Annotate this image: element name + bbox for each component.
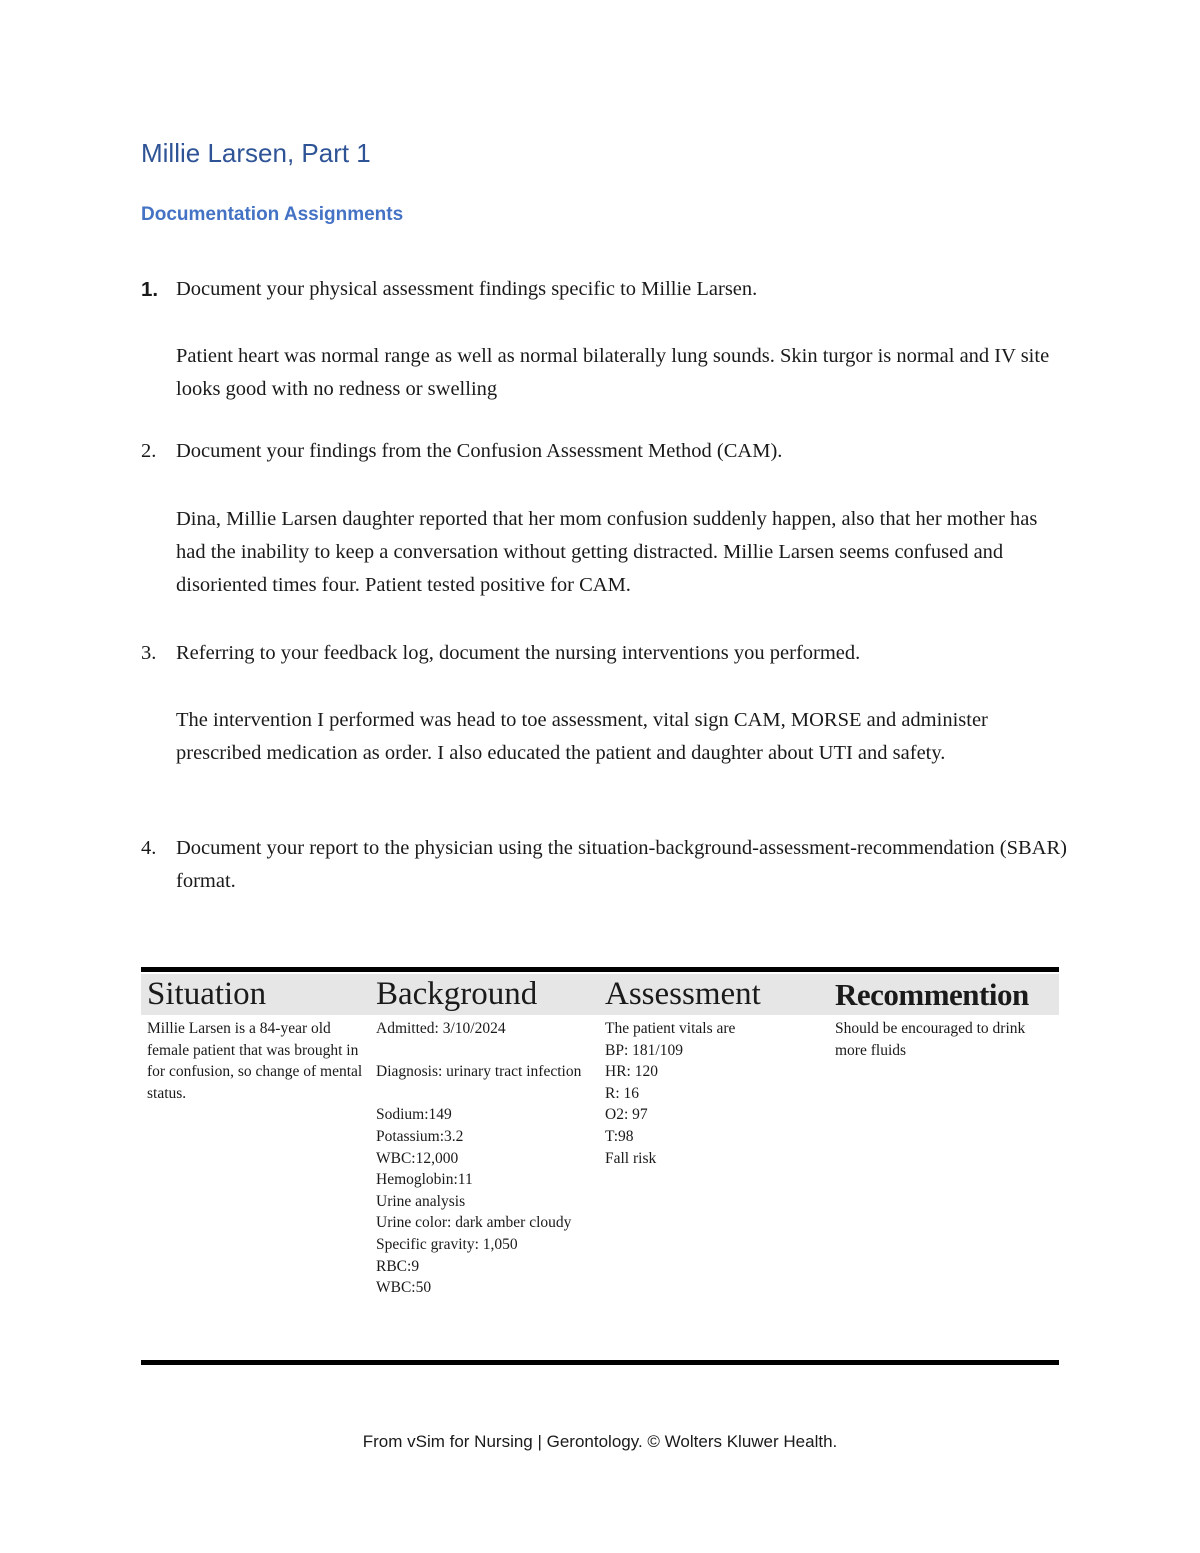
sbar-recommendation-heading: Recommention (835, 977, 1029, 1012)
question-number: 2. (141, 440, 157, 462)
page-footer: From vSim for Nursing | Gerontology. © Wolters Kluwer Health. (362, 1432, 838, 1451)
sbar-situation-body: Millie Larsen is a 84-year old female patient that was brought in for confusion, so change of mental status. (147, 1020, 367, 1102)
sbar-background-body: Admitted: 3/10/2024 Diagnosis: urinary tract infection Sodium:149 Potassium:3.2 WBC:12,000 Hemoglobin:11 Urine analysis Urine color: dark amber cloudy Specific gravity: 1,050 RBC:9 WBC:50 (376, 1020, 582, 1297)
sbar-background-heading: Background (376, 976, 538, 1012)
question-prompt: Document your report to the physician using the situation-background-assessment-recommendation (SBAR) format. (176, 837, 1067, 892)
question-prompt: Document your physical assessment findings specific to Millie Larsen. (176, 278, 758, 300)
sbar-recommendation-body: Should be encouraged to drink more fluids (835, 1020, 1030, 1059)
answer-2: Dina, Millie Larsen daughter reported that her mom confusion suddenly happen, also that her mother has had the inability to keep a conversation without getting distracted. Millie Larsen seems confused and disoriented times four. Patient tested positive for CAM. (176, 508, 1038, 596)
section-heading: Documentation Assignments (141, 204, 404, 225)
question-number: 1. (141, 278, 159, 301)
answer-1: Patient heart was normal range as well as normal bilaterally lung sounds. Skin turgor is normal and IV site looks good with no redness or swelling (176, 345, 1050, 400)
answer-3: The intervention I performed was head to toe assessment, vital sign CAM, MORSE and administer prescribed medication as order. I also educated the patient and daughter about UTI and safety. (176, 709, 988, 764)
question-prompt: Referring to your feedback log, document the nursing interventions you performed. (176, 642, 861, 664)
page-title: Millie Larsen, Part 1 (141, 138, 371, 168)
sbar-situation-heading: Situation (147, 976, 267, 1012)
sbar-assessment-heading: Assessment (605, 976, 761, 1012)
sbar-assessment-body: The patient vitals are BP: 181/109 HR: 120 R: 16 O2: 97 T:98 Fall risk (605, 1020, 736, 1167)
sbar-top-rule (141, 967, 1059, 972)
question-prompt: Document your findings from the Confusion Assessment Method (CAM). (176, 440, 783, 462)
sbar-bottom-rule (141, 1360, 1059, 1365)
question-number: 3. (141, 642, 157, 664)
question-number: 4. (141, 837, 157, 859)
